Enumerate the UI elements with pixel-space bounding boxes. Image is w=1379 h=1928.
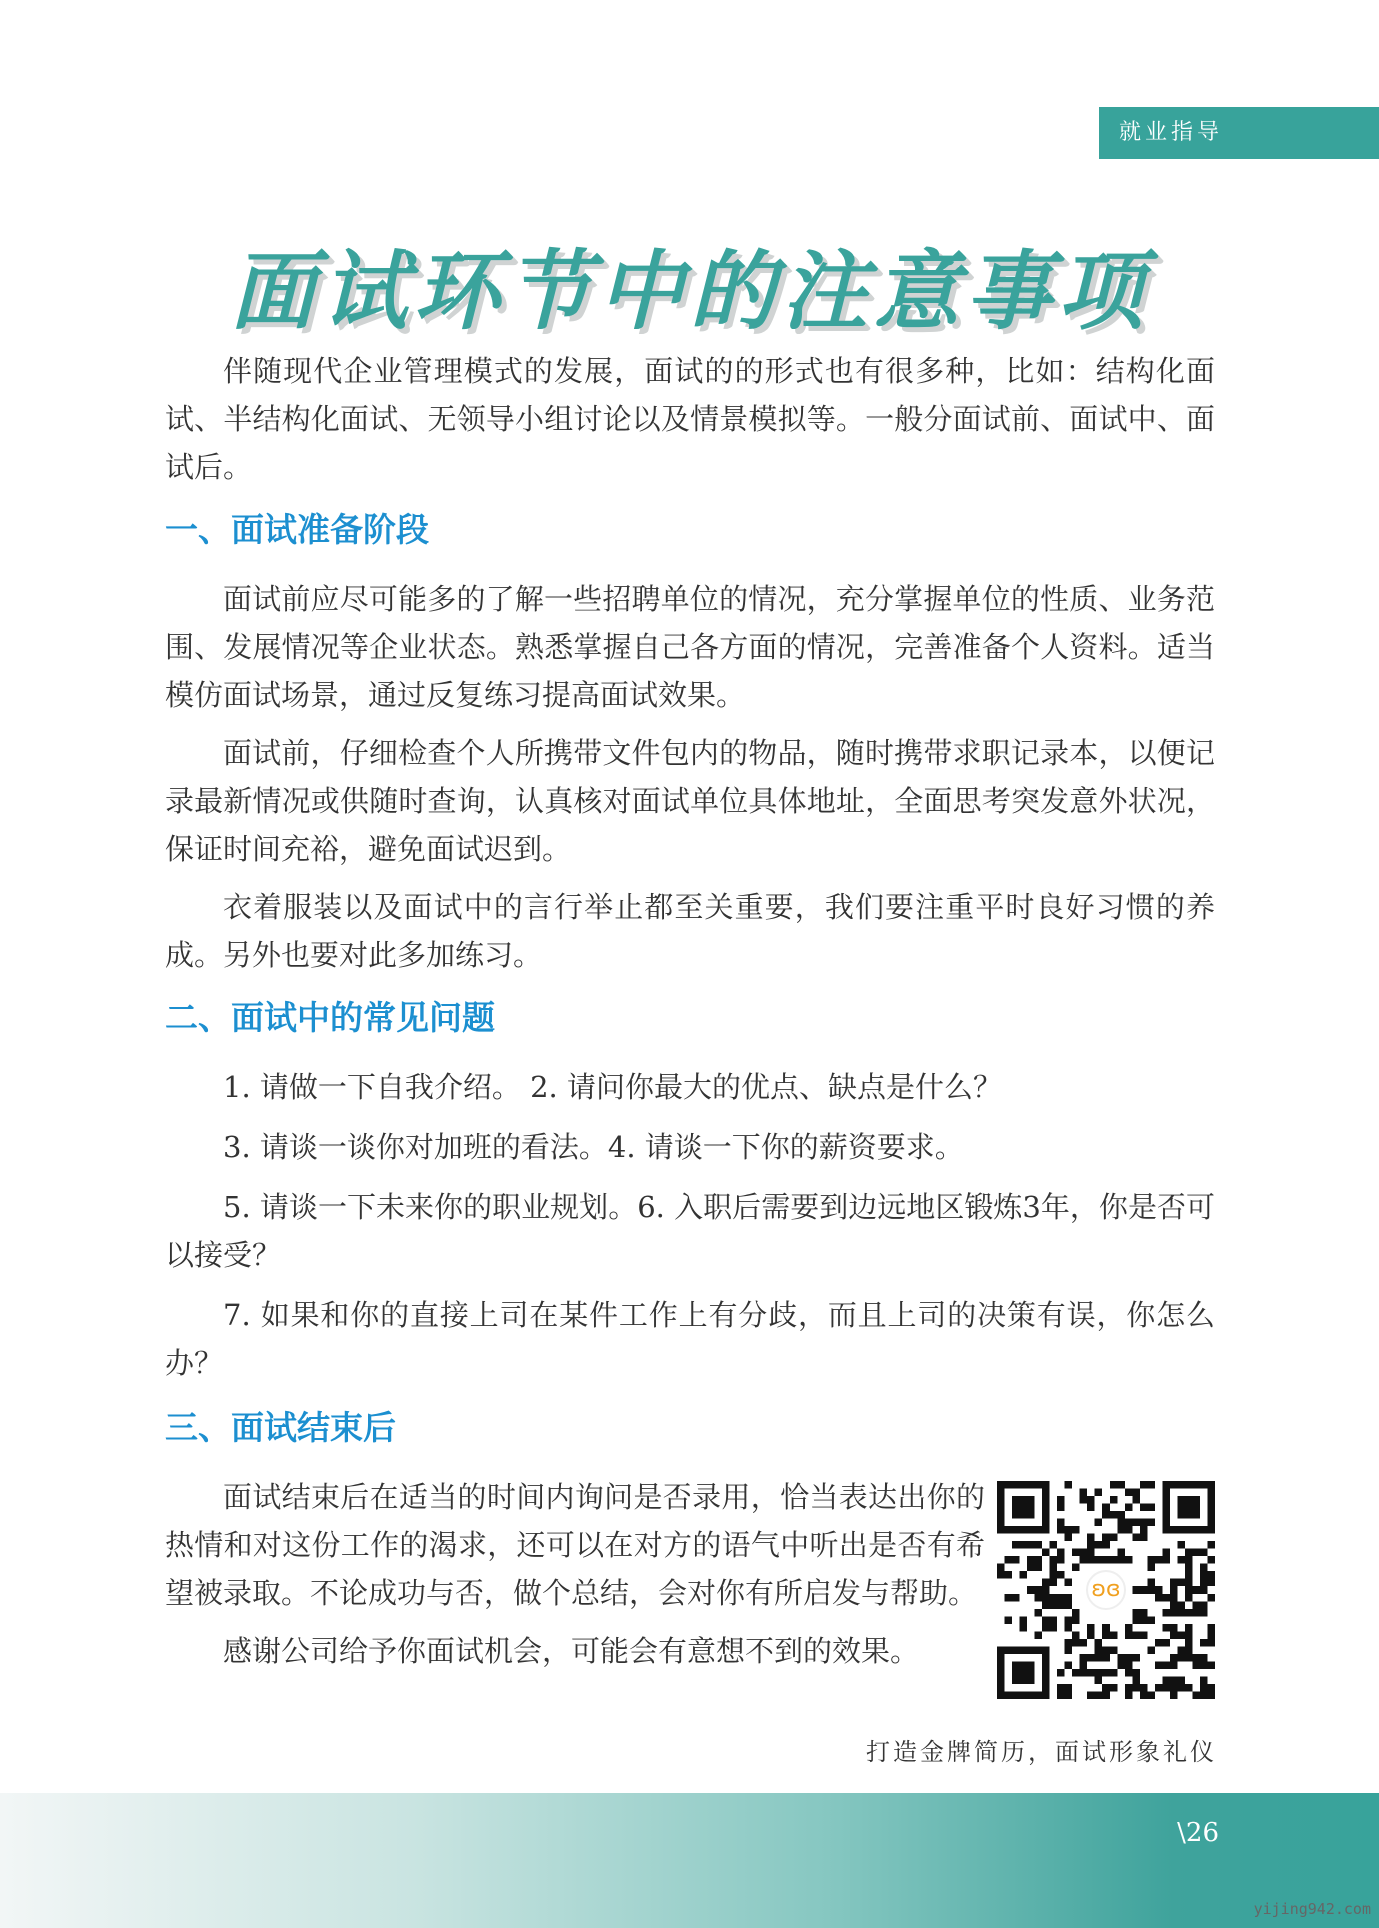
butterfly-logo-icon: ʚɞ xyxy=(1086,1570,1126,1610)
footer-band xyxy=(0,1793,1379,1928)
page-title: 面试环节中的注意事项 xyxy=(229,242,1150,342)
paragraph: 衣着服装以及面试中的言行举止都至关重要，我们要注重平时良好习惯的养成。另外也要对此多加练习。 xyxy=(165,890,1215,972)
paragraph: 感谢公司给予你面试机会，可能会有意想不到的效果。 xyxy=(223,1634,920,1668)
question-item: 7. 如果和你的直接上司在某件工作上有分歧，而且上司的决策有误，你怎么办？ xyxy=(165,1298,1215,1380)
qr-code-icon[interactable] xyxy=(997,1481,1215,1699)
section-heading-after: 三、面试结束后 xyxy=(165,1408,396,1447)
paragraph: 面试前应尽可能多的了解一些招聘单位的情况，充分掌握单位的性质、业务范围、发展情况等企业状态。熟悉掌握自己各方面的情况，完善准备个人资料。适当模仿面试场景，通过反复练习提高面试效果。 xyxy=(165,582,1215,712)
intro-paragraph: 伴随现代企业管理模式的发展，面试的的形式也有很多种，比如：结构化面试、半结构化面试、无领导小组讨论以及情景模拟等。一般分面试前、面试中、面试后。 xyxy=(165,354,1215,484)
after-interview-block xyxy=(165,1473,1215,1675)
question-item: 5. 请谈一下未来你的职业规划。6. 入职后需要到边远地区锻炼3年，你是否可以接受？ xyxy=(165,1190,1215,1272)
page-number: \26 xyxy=(1177,1818,1219,1848)
question-item: 3. 请谈一谈你对加班的看法。4. 请谈一下你的薪资要求。 xyxy=(223,1130,964,1164)
paragraph: 面试结束后在适当的时间内询问是否录用，恰当表达出你的热情和对这份工作的渴求，还可以在对方的语气中听出是否有希望被录取。不论成功与否，做个总结，会对你有所启发与帮助。 xyxy=(165,1480,985,1610)
after-interview-text xyxy=(165,1473,985,1675)
section-tag: 就业指导 xyxy=(1099,107,1379,159)
article-body xyxy=(165,347,1215,1685)
question-item: 1. 请做一下自我介绍。 2. 请问你最大的优点、缺点是什么？ xyxy=(223,1070,1002,1104)
section-heading-questions: 二、面试中的常见问题 xyxy=(165,998,495,1037)
watermark: yijing942.com xyxy=(1253,1900,1371,1918)
section-heading-preparation: 一、面试准备阶段 xyxy=(165,510,429,549)
paragraph: 面试前，仔细检查个人所携带文件包内的物品，随时携带求职记录本，以便记录最新情况或供随时查询，认真核对面试单位具体地址，全面思考突发意外状况，保证时间充裕，避免面试迟到。 xyxy=(165,736,1215,866)
qr-caption: 打造金牌简历，面试形象礼仪 xyxy=(866,1738,1217,1766)
